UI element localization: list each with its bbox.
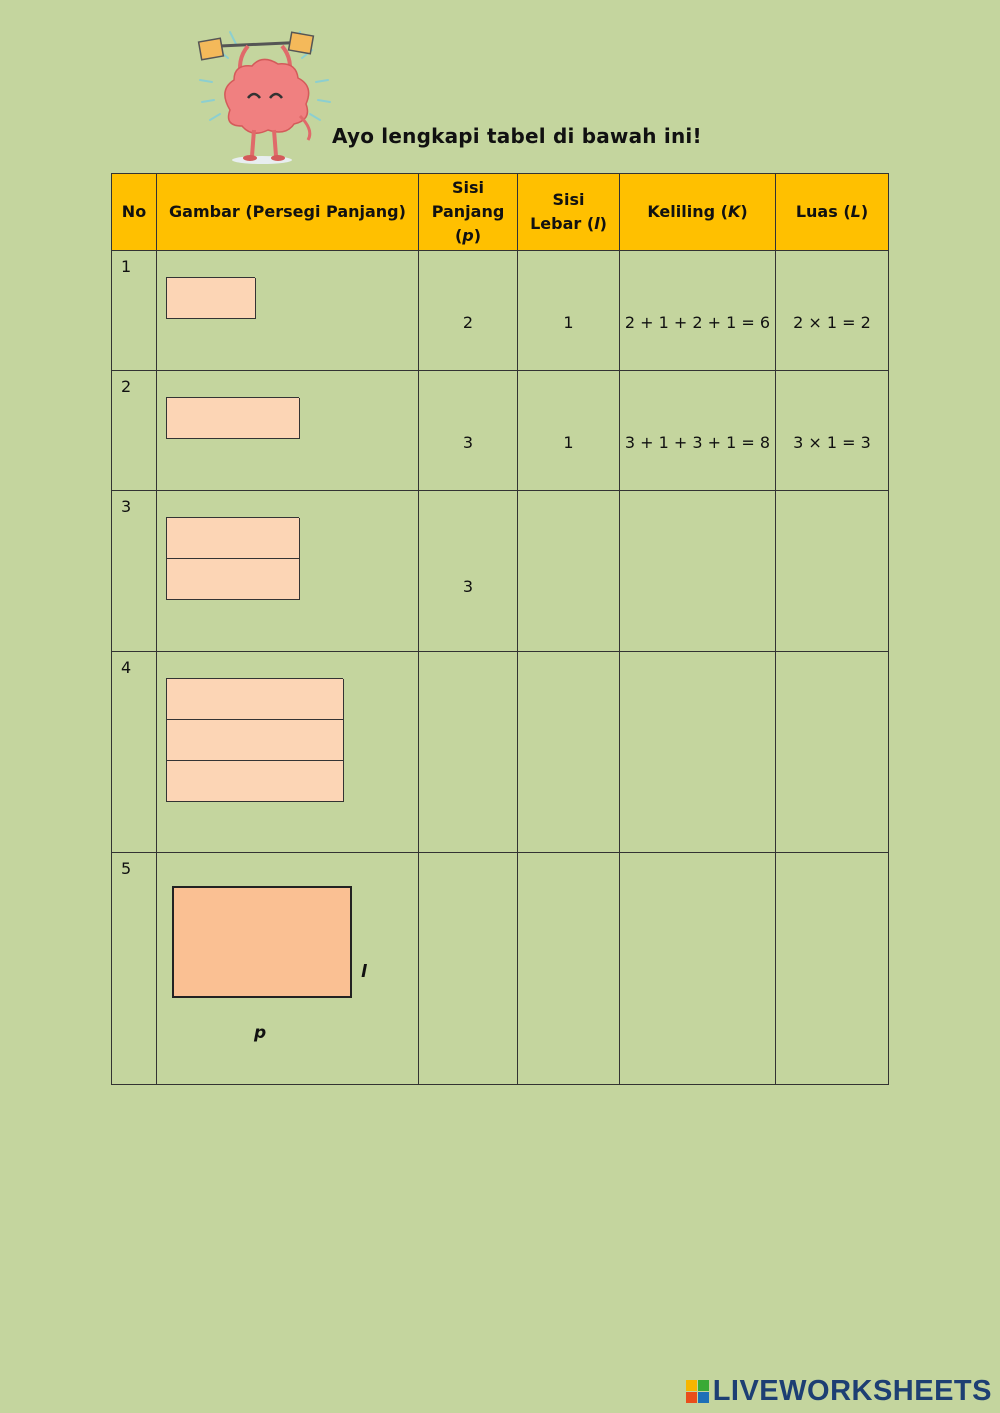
unit-square	[211, 278, 256, 319]
unit-square	[167, 398, 212, 439]
rectangle-figure	[157, 491, 419, 652]
unit-square	[255, 398, 300, 439]
keliling-input[interactable]	[620, 652, 776, 853]
unit-square	[211, 720, 256, 761]
row-number: 4	[112, 652, 157, 853]
unit-square	[211, 398, 256, 439]
rectangle-figure	[157, 652, 419, 853]
keliling-input[interactable]	[620, 853, 776, 1085]
unit-square	[255, 679, 300, 720]
luas-input[interactable]: 3 × 1 = 3	[776, 371, 889, 491]
sisi-lebar-input[interactable]	[518, 491, 620, 652]
rectangle-grid	[166, 277, 255, 319]
instruction-heading: Ayo lengkapi tabel di bawah ini!	[332, 124, 702, 148]
sisi-panjang-input[interactable]: 2	[419, 251, 518, 371]
rectangle-shape	[172, 886, 352, 998]
header-sisi-lebar-line2: Lebar (l)	[530, 214, 607, 233]
unit-square	[299, 679, 344, 720]
unit-square	[255, 761, 300, 802]
header-luas: Luas (L)	[776, 174, 889, 251]
unit-square	[299, 720, 344, 761]
sisi-lebar-input[interactable]: 1	[518, 251, 620, 371]
unit-square	[211, 559, 256, 600]
width-label: l	[361, 962, 367, 982]
rectangle-figure	[157, 371, 419, 491]
rectangle-grid	[166, 678, 343, 802]
header-sisi-panjang-line1: Sisi	[451, 178, 484, 197]
keliling-input[interactable]: 2 + 1 + 2 + 1 = 6	[620, 251, 776, 371]
unit-square	[167, 278, 212, 319]
header-sisi-panjang-line3: (p)	[454, 226, 482, 245]
header-sisi-lebar-line1: Sisi	[552, 190, 585, 209]
table-row	[112, 853, 889, 1085]
worksheet-table	[111, 173, 889, 1085]
header-sisi-panjang	[419, 174, 518, 251]
brain-mascot-illustration	[190, 20, 340, 170]
sisi-lebar-input[interactable]: 1	[518, 371, 620, 491]
unit-square	[255, 559, 300, 600]
row-number: 5	[112, 853, 157, 1085]
sisi-panjang-input[interactable]	[419, 652, 518, 853]
header-keliling: Keliling (K)	[620, 174, 776, 251]
header-sisi-lebar	[518, 174, 620, 251]
row-number: 2	[112, 371, 157, 491]
unit-square	[255, 518, 300, 559]
luas-input[interactable]	[776, 491, 889, 652]
unit-square	[167, 679, 212, 720]
table-row	[112, 652, 889, 853]
unit-square	[167, 761, 212, 802]
sisi-panjang-input[interactable]	[419, 853, 518, 1085]
unit-square	[167, 720, 212, 761]
rectangle-grid	[166, 397, 299, 439]
liveworksheets-mark-icon	[686, 1380, 709, 1403]
row-number: 1	[112, 251, 157, 371]
luas-input[interactable]	[776, 652, 889, 853]
header-row	[112, 174, 889, 251]
sisi-panjang-input[interactable]: 3	[419, 371, 518, 491]
unit-square	[211, 518, 256, 559]
sisi-panjang-input[interactable]: 3	[419, 491, 518, 652]
table-row	[112, 491, 889, 652]
table-row	[112, 251, 889, 371]
unit-square	[211, 679, 256, 720]
rectangle-figure	[157, 251, 419, 371]
header-sisi-panjang-line2: Panjang	[431, 202, 505, 221]
length-label: p	[254, 1023, 267, 1043]
liveworksheets-logo	[686, 1375, 992, 1408]
logo-text: LIVEWORKSHEETS	[712, 1375, 992, 1407]
unit-square	[167, 559, 212, 600]
row-number: 3	[112, 491, 157, 652]
header-no: No	[112, 174, 157, 251]
unit-square	[167, 518, 212, 559]
sisi-lebar-input[interactable]	[518, 652, 620, 853]
keliling-input[interactable]	[620, 491, 776, 652]
luas-input[interactable]: 2 × 1 = 2	[776, 251, 889, 371]
sisi-lebar-input[interactable]	[518, 853, 620, 1085]
unit-square	[299, 761, 344, 802]
header-gambar: Gambar (Persegi Panjang)	[157, 174, 419, 251]
rectangle-figure	[157, 853, 419, 1085]
luas-input[interactable]	[776, 853, 889, 1085]
table-row	[112, 371, 889, 491]
unit-square	[255, 720, 300, 761]
keliling-input[interactable]: 3 + 1 + 3 + 1 = 8	[620, 371, 776, 491]
unit-square	[211, 761, 256, 802]
rectangle-grid	[166, 517, 299, 600]
